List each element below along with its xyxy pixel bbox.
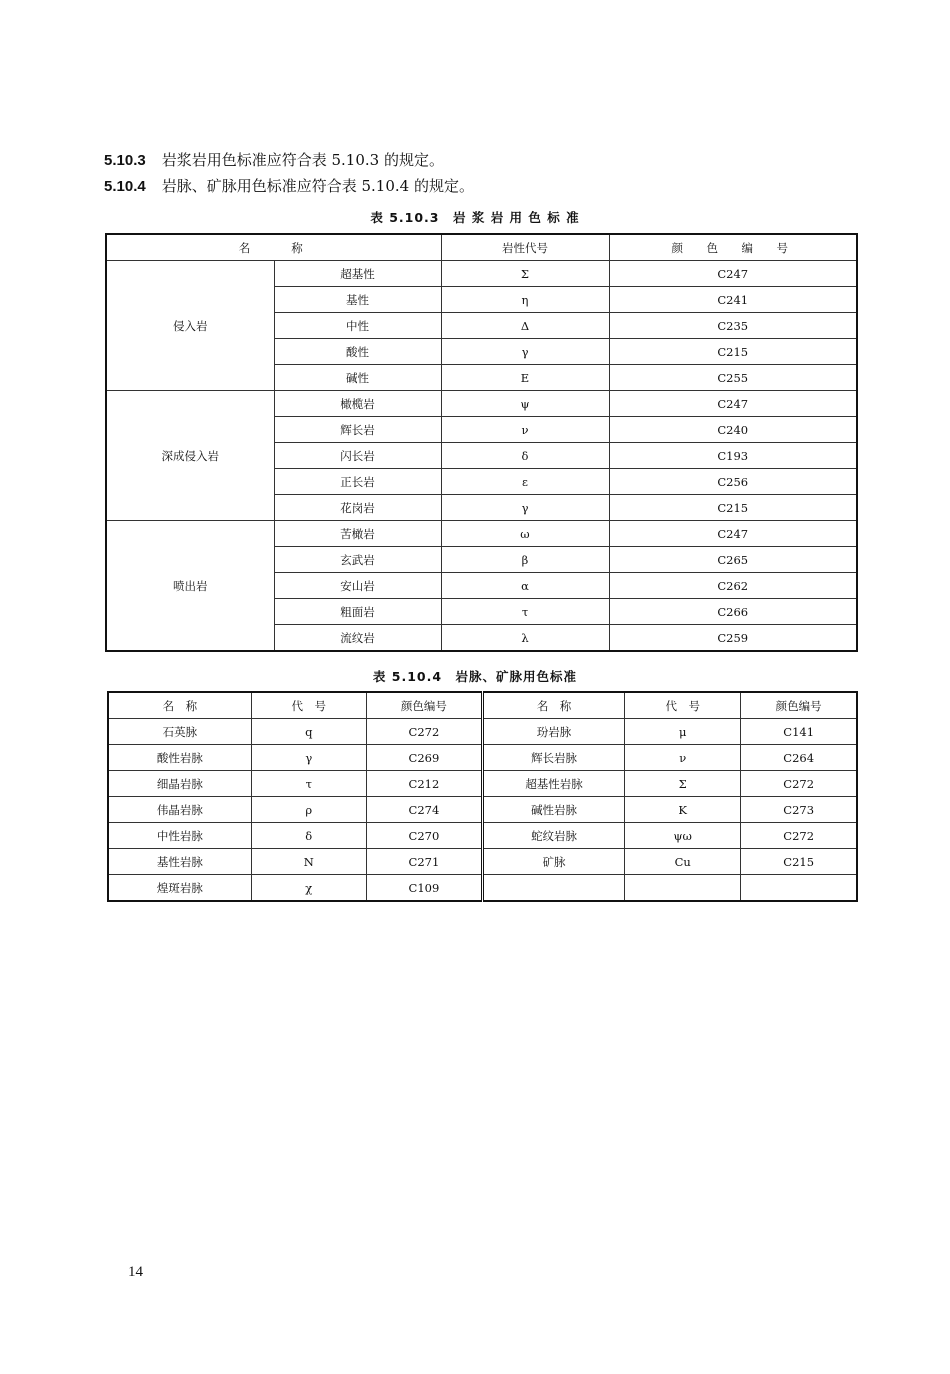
table-cell: 矿脉 <box>482 849 624 875</box>
table-cell: ψω <box>625 823 741 849</box>
name-cell: 中性 <box>274 313 441 339</box>
code-cell: Δ <box>441 313 609 339</box>
group-name-cell: 侵入岩 <box>106 261 274 391</box>
color-cell: C265 <box>609 547 857 573</box>
table-cell <box>625 875 741 902</box>
code-cell: E <box>441 365 609 391</box>
page-number: 14 <box>128 1264 143 1280</box>
name-cell: 碱性 <box>274 365 441 391</box>
paragraph-text: 岩脉、矿脉用色标准应符合表 5.10.4 的规定。 <box>161 177 474 195</box>
color-cell: C241 <box>609 287 857 313</box>
name-cell: 酸性 <box>274 339 441 365</box>
color-cell: C240 <box>609 417 857 443</box>
table-cell: C271 <box>366 849 482 875</box>
table-cell: 玢岩脉 <box>482 719 624 745</box>
table-cell: 中性岩脉 <box>108 823 251 849</box>
color-cell: C215 <box>609 495 857 521</box>
name-cell: 苦橄岩 <box>274 521 441 547</box>
name-cell: 花岗岩 <box>274 495 441 521</box>
table-cell: ρ <box>251 797 366 823</box>
table-cell: N <box>251 849 366 875</box>
table-cell: γ <box>251 745 366 771</box>
header-cell: 代 号 <box>625 692 741 719</box>
table-cell: C272 <box>366 719 482 745</box>
color-cell: C262 <box>609 573 857 599</box>
table-cell: C264 <box>741 745 857 771</box>
name-cell: 橄榄岩 <box>274 391 441 417</box>
table-cell: K <box>625 797 741 823</box>
header-cell: 代 号 <box>251 692 366 719</box>
table-row <box>108 797 857 823</box>
table-cell: 基性岩脉 <box>108 849 251 875</box>
table-cell: ν <box>625 745 741 771</box>
table-cell: 煌斑岩脉 <box>108 875 251 902</box>
code-cell: ω <box>441 521 609 547</box>
color-cell: C255 <box>609 365 857 391</box>
table-cell: Σ <box>625 771 741 797</box>
name-cell: 辉长岩 <box>274 417 441 443</box>
paragraph-5-10-3 <box>104 150 444 171</box>
table-cell: τ <box>251 771 366 797</box>
table-cell: C141 <box>741 719 857 745</box>
name-cell: 安山岩 <box>274 573 441 599</box>
header-name: 名 称 <box>106 234 441 261</box>
table-header-row <box>106 234 857 261</box>
name-cell: 粗面岩 <box>274 599 441 625</box>
table-cell: 细晶岩脉 <box>108 771 251 797</box>
table-row <box>108 771 857 797</box>
name-cell: 超基性 <box>274 261 441 287</box>
color-cell: C215 <box>609 339 857 365</box>
code-cell: α <box>441 573 609 599</box>
table-cell: 酸性岩脉 <box>108 745 251 771</box>
color-cell: C259 <box>609 625 857 652</box>
table-cell <box>482 875 624 902</box>
table-cell: C272 <box>741 823 857 849</box>
table-cell: 超基性岩脉 <box>482 771 624 797</box>
table-cell <box>741 875 857 902</box>
name-cell: 流纹岩 <box>274 625 441 652</box>
header-cell: 名 称 <box>482 692 624 719</box>
table-row <box>108 849 857 875</box>
table-cell: C273 <box>741 797 857 823</box>
color-cell: C193 <box>609 443 857 469</box>
code-cell: ν <box>441 417 609 443</box>
table-cell: 伟晶岩脉 <box>108 797 251 823</box>
code-cell: δ <box>441 443 609 469</box>
color-cell: C247 <box>609 261 857 287</box>
table-row <box>106 261 857 287</box>
code-cell: λ <box>441 625 609 652</box>
table-row <box>106 391 857 417</box>
header-cell: 颜色编号 <box>366 692 482 719</box>
table-cell: 蛇纹岩脉 <box>482 823 624 849</box>
paragraph-text: 岩浆岩用色标准应符合表 5.10.3 的规定。 <box>161 151 444 169</box>
table-cell: C272 <box>741 771 857 797</box>
color-cell: C256 <box>609 469 857 495</box>
header-cell: 名 称 <box>108 692 251 719</box>
table-cell: C270 <box>366 823 482 849</box>
table-cell: C215 <box>741 849 857 875</box>
table-row <box>108 745 857 771</box>
color-cell: C235 <box>609 313 857 339</box>
color-cell: C266 <box>609 599 857 625</box>
table-header-row <box>108 692 857 719</box>
paragraph-number: 5.10.3 <box>104 152 146 169</box>
code-cell: τ <box>441 599 609 625</box>
table-cell: μ <box>625 719 741 745</box>
paragraph-number: 5.10.4 <box>104 178 146 195</box>
code-cell: η <box>441 287 609 313</box>
name-cell: 正长岩 <box>274 469 441 495</box>
table-row <box>106 521 857 547</box>
name-cell: 闪长岩 <box>274 443 441 469</box>
header-color: 颜 色 编 号 <box>609 234 857 261</box>
code-cell: Σ <box>441 261 609 287</box>
header-code: 岩性代号 <box>441 234 609 261</box>
table-cell: Cu <box>625 849 741 875</box>
name-cell: 基性 <box>274 287 441 313</box>
table-5-10-4 <box>107 691 858 902</box>
code-cell: ε <box>441 469 609 495</box>
table-cell: 辉长岩脉 <box>482 745 624 771</box>
group-name-cell: 喷出岩 <box>106 521 274 652</box>
paragraph-5-10-4 <box>104 176 474 197</box>
name-cell: 玄武岩 <box>274 547 441 573</box>
code-cell: γ <box>441 495 609 521</box>
color-cell: C247 <box>609 391 857 417</box>
table-cell: 石英脉 <box>108 719 251 745</box>
table-cell: χ <box>251 875 366 902</box>
table-5-10-4-caption: 表 5.10.4 岩脉、矿脉用色标准 <box>372 669 578 684</box>
table-row <box>108 875 857 902</box>
table-row <box>108 823 857 849</box>
table-cell: C212 <box>366 771 482 797</box>
table-cell: δ <box>251 823 366 849</box>
table-cell: C274 <box>366 797 482 823</box>
code-cell: β <box>441 547 609 573</box>
table-cell: C269 <box>366 745 482 771</box>
color-cell: C247 <box>609 521 857 547</box>
table-row <box>108 719 857 745</box>
code-cell: γ <box>441 339 609 365</box>
table-cell: C109 <box>366 875 482 902</box>
group-name-cell: 深成侵入岩 <box>106 391 274 521</box>
header-cell: 颜色编号 <box>741 692 857 719</box>
table-5-10-3 <box>105 233 858 652</box>
code-cell: ψ <box>441 391 609 417</box>
table-cell: 碱性岩脉 <box>482 797 624 823</box>
table-cell: q <box>251 719 366 745</box>
table-5-10-3-caption: 表 5.10.3 岩 浆 岩 用 色 标 准 <box>370 210 580 225</box>
